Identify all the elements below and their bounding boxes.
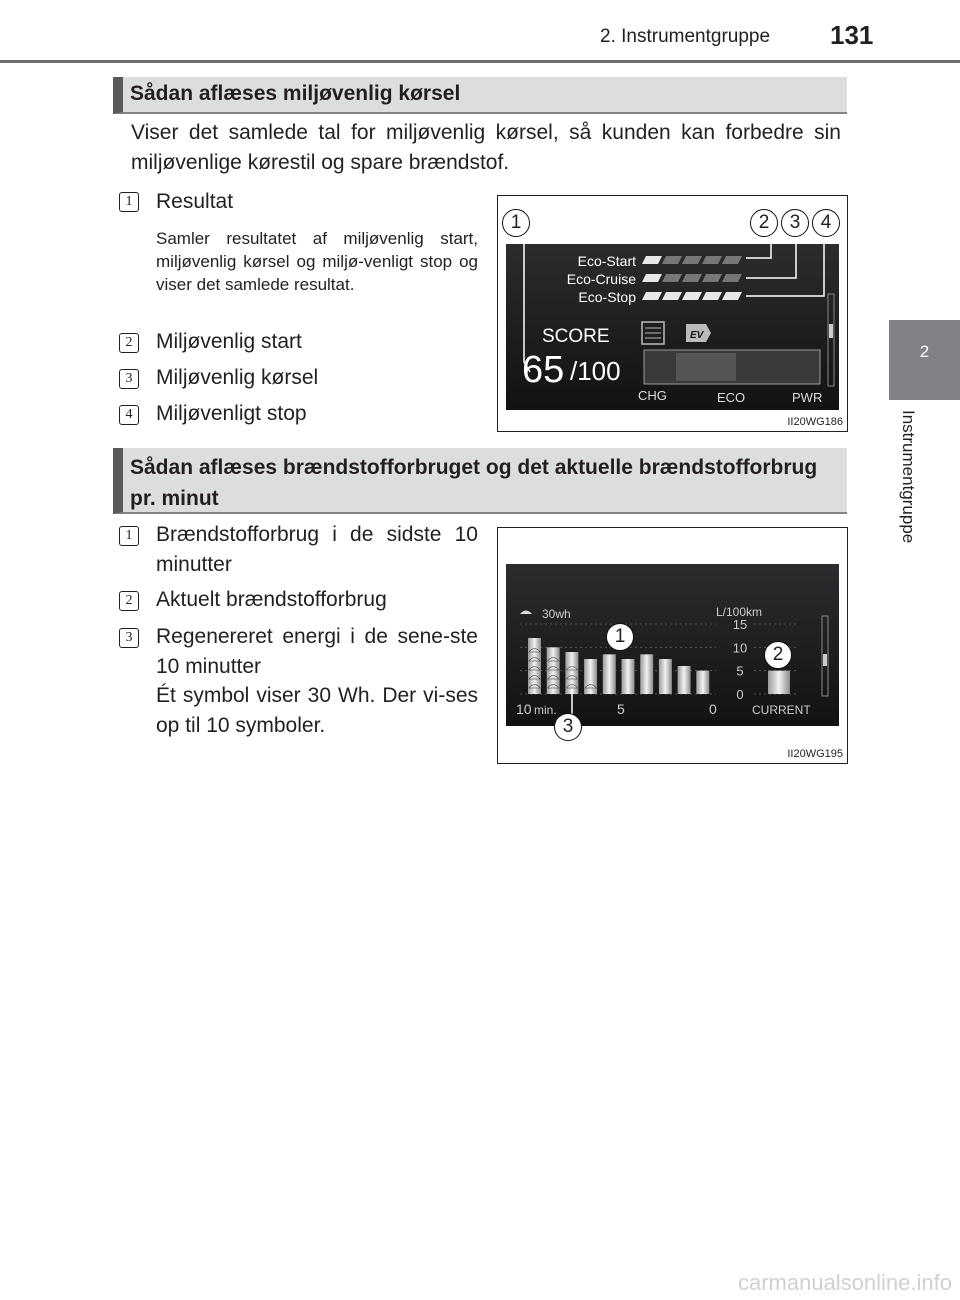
current-fuel-bar: [768, 671, 790, 694]
intro-paragraph: Viser det samlede tal for miljøvenlig kørsel, så kunden kan forbedre sin miljøvenlige kørestil og spare brændstof.: [131, 121, 841, 174]
gauge-label-chg: CHG: [638, 388, 667, 403]
fuel-bar: [678, 666, 691, 694]
unit-label: L/100km: [716, 605, 763, 619]
callout-marker: 1: [502, 209, 530, 237]
current-label: CURRENT: [752, 703, 811, 717]
item-number: 4: [119, 405, 139, 425]
fuel-chart-graphic: [506, 564, 839, 726]
figure-code: II20WG186: [787, 416, 843, 428]
score-max: /100: [570, 356, 621, 386]
footer-watermark: carmanualsonline.info: [737, 1270, 952, 1295]
eco-display-screen: [506, 244, 839, 410]
eco-level-segments: [642, 256, 742, 300]
item-label-current-fuel: Aktuelt brændstofforbrug: [156, 588, 387, 611]
gauge-label-pwr: PWR: [792, 390, 823, 405]
callout-marker: 3: [781, 209, 809, 237]
item-number: 2: [119, 333, 139, 353]
x-label-10: 10: [516, 701, 532, 717]
fuel-bar: [659, 659, 672, 694]
section-heading-fuel-consumption: [113, 448, 847, 514]
hybrid-gauge-eco-zone: [676, 353, 736, 381]
scroll-indicator-thumb: [829, 324, 833, 338]
fuel-bar: [584, 659, 597, 694]
eco-cruise-label: Eco-Cruise: [566, 271, 636, 287]
x-label-0: 0: [709, 701, 717, 717]
screen-background: [506, 564, 839, 726]
chapter-tab-label-text: Instrumentgruppe: [899, 410, 918, 544]
y-tick-label: 5: [736, 663, 744, 679]
eco-stop-label: Eco-Stop: [578, 289, 636, 305]
section-heading-eco-driving: [113, 77, 847, 114]
item-label-result: Resultat: [156, 190, 234, 213]
callout-marker: 2: [750, 209, 778, 237]
regen-legend-label: 30wh: [542, 607, 571, 621]
score-value: 65: [522, 349, 565, 391]
callout-marker: 1: [606, 623, 634, 651]
fuel-bar: [696, 671, 709, 694]
x-label-min: min.: [534, 703, 557, 717]
running-header-title: 2. Instrumentgruppe: [600, 26, 771, 47]
x-label-5: 5: [617, 701, 625, 717]
item-number: 1: [119, 192, 139, 212]
header-rule: [0, 60, 960, 63]
chapter-tab-label: [892, 410, 922, 570]
callout-marker: 4: [812, 209, 840, 237]
fuel-bar: [622, 659, 635, 694]
eco-display-graphic: [506, 244, 839, 410]
y-tick-label: 15: [732, 617, 748, 632]
item-number: 1: [119, 526, 139, 546]
item-label-fuel-10min: Brændstofforbrug i de sidste 10 minutter: [156, 523, 478, 576]
eco-start-label: Eco-Start: [577, 253, 636, 269]
fuel-bar: [603, 654, 616, 694]
item-label-regen-energy: Regenereret energi i de sene-ste 10 minutter: [156, 625, 478, 678]
ev-indicator-text: EV: [690, 330, 704, 341]
item-label-eco-stop: Miljøvenligt stop: [156, 402, 307, 425]
item-number: 3: [119, 369, 139, 389]
section-heading-text: Sådan aflæses miljøvenlig kørsel: [130, 82, 461, 105]
callout-marker: 3: [554, 713, 582, 741]
score-label: SCORE: [542, 326, 610, 347]
item-description-result: Samler resultatet af miljøvenlig start, miljøvenlig kørsel og miljø-venligt stop og viser det samlede resultat.: [156, 229, 478, 294]
fuel-display-screen: [506, 564, 839, 726]
item-number: 3: [119, 628, 139, 648]
item-label-eco-cruise: Miljøvenlig kørsel: [156, 366, 319, 389]
item-extra-regen-symbol: Ét symbol viser 30 Wh. Der vi-ses op til 10 symboler.: [156, 684, 478, 737]
gauge-label-eco: ECO: [717, 390, 746, 405]
figure-fuel-consumption: [497, 527, 848, 764]
item-label-eco-start: Miljøvenlig start: [156, 330, 302, 353]
figure-eco-score: [497, 195, 848, 432]
callout-marker: 2: [764, 641, 792, 669]
scroll-indicator-thumb: [823, 654, 827, 666]
page-number: 131: [830, 20, 874, 50]
item-number: 2: [119, 591, 139, 611]
y-tick-label: 10: [732, 640, 748, 656]
chapter-tab-number: 2: [919, 342, 930, 361]
fuel-bar: [640, 654, 653, 694]
figure-code: II20WG195: [787, 748, 843, 760]
y-tick-label: 0: [736, 687, 744, 702]
section-heading-text: Sådan aflæses brændstofforbruget og det aktuelle brændstofforbrug pr. minut: [130, 456, 818, 510]
